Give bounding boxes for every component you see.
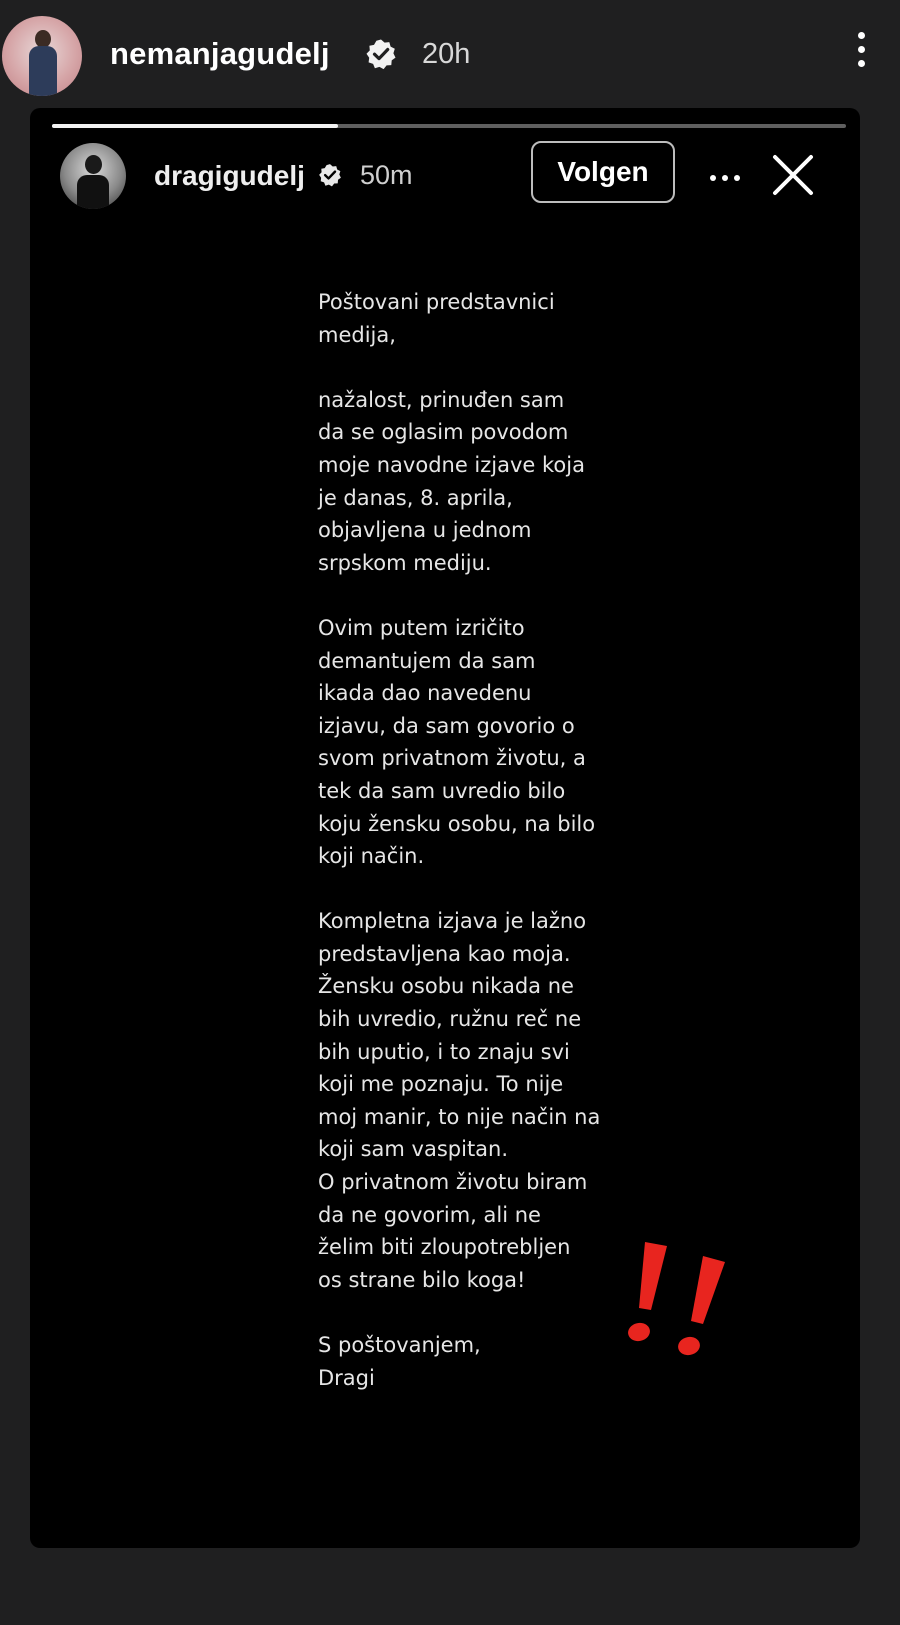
more-vertical-icon[interactable] <box>855 32 867 76</box>
statement-greeting: Poštovani predstavnici medija, <box>318 290 555 347</box>
outer-avatar[interactable] <box>2 16 82 96</box>
statement-paragraph: Kompletna izjava je lažno predstavljena kao moja. Žensku osobu nikada ne bih uvredio, ružnu reč ne bih uputio, i to znaju svi koji me poznaju. To nije moj manir, to nije način na koji sam vaspitan. O privatnom životu biram da ne govorim, ali ne želim biti zloupotrebljen os strane bilo koga! <box>318 909 601 1292</box>
outer-timestamp: 20h <box>422 38 471 70</box>
verified-badge-icon <box>318 163 342 187</box>
statement-paragraph: Ovim putem izričito demantujem da sam ikada dao navedenu izjavu, da sam govorio o svom privatnom životu, a tek da sam uvredio bilo koju žensku osobu, na bilo koji način. <box>318 615 596 869</box>
outer-story-header <box>0 0 900 110</box>
statement-signoff: S poštovanjem, Dragi <box>318 1333 481 1390</box>
story-username[interactable]: dragigudelj <box>154 160 305 191</box>
story-timestamp: 50m <box>360 160 413 190</box>
shared-story-card[interactable] <box>30 108 860 1548</box>
outer-username[interactable]: nemanjagudelj <box>110 36 330 71</box>
close-icon[interactable] <box>770 152 816 198</box>
double-exclamation-sticker <box>625 1238 740 1358</box>
story-avatar[interactable] <box>60 143 126 209</box>
story-progress-bar <box>52 124 846 128</box>
story-progress-fill <box>52 124 338 128</box>
story-statement-text <box>318 286 638 1394</box>
verified-badge-icon <box>365 38 397 70</box>
more-horizontal-icon[interactable] <box>710 168 746 178</box>
statement-paragraph: nažalost, prinuđen sam da se oglasim povodom moje navodne izjave koja je danas, 8. aprila, objavljena u jednom srpskom mediju. <box>318 387 585 575</box>
follow-button[interactable]: Volgen <box>531 141 675 203</box>
